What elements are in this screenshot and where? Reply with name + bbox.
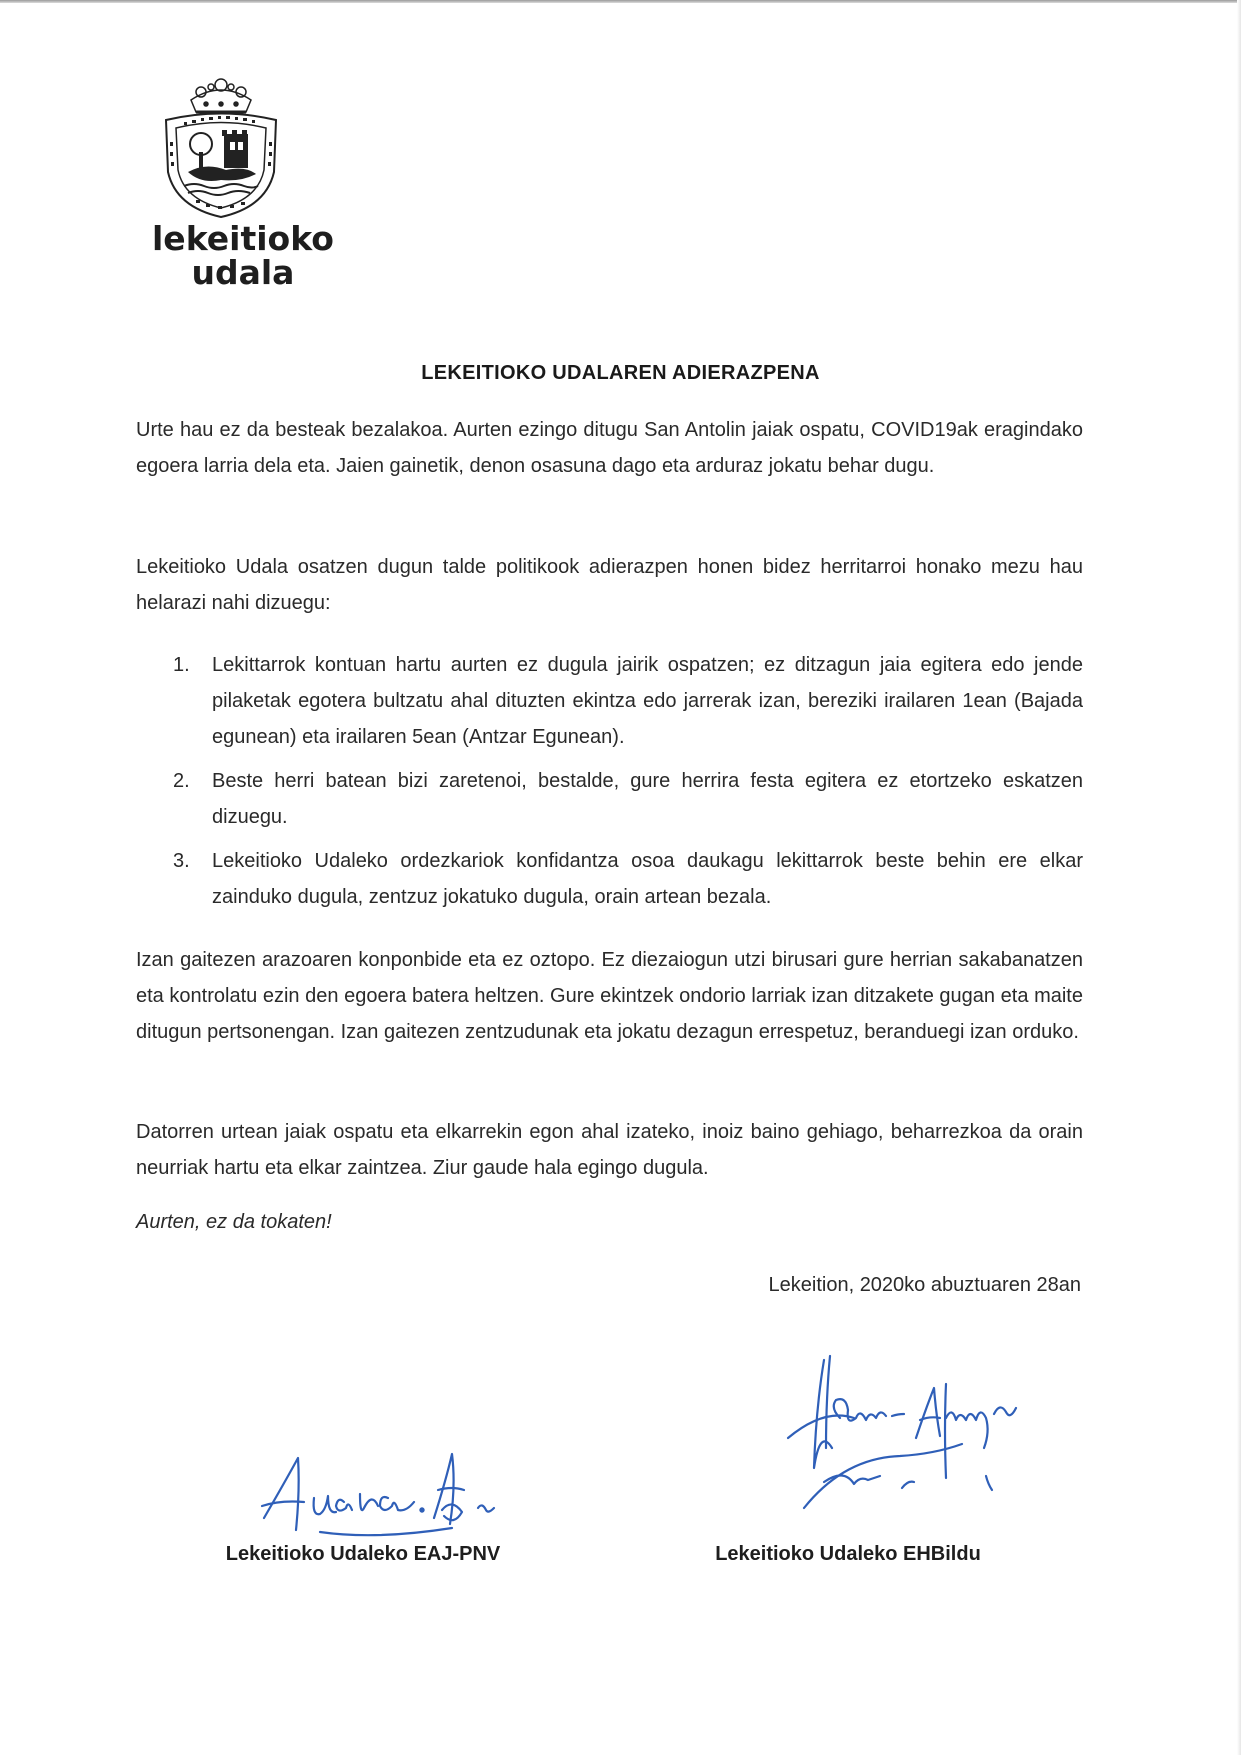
logo-line-1: lekeitioko [152, 219, 334, 258]
list-item [136, 843, 1083, 915]
list-item-number: 2. [173, 770, 190, 792]
paragraph-message: Lekeitioko Udala osatzen dugun talde politikook adierazpen honen bidez herritarroi honako mezu hau helarazi nahi dizuegu: [136, 556, 1083, 614]
logo-line-2: udala [191, 253, 295, 292]
paragraph-solution: Izan gaitezen arazoaren konponbide eta ez oztopo. Ez diezaiogun utzi birusari gure herrian sakabanatzen eta kontrolatu ezin den egoera batera heltzen. Gure ekintzek ondorio larriak izan ditzakete gugan eta maite ditugun pertsonengan. Izan gaitezen zentzudunak eta jokatu dezagun errespetuz, beranduegi izan orduko. [136, 949, 1083, 1043]
list-item-number: 1. [173, 654, 190, 676]
paragraph-next-year: Datorren urtean jaiak ospatu eta elkarrekin egon ahal izateko, inoiz baino gehiago, beharrezkoa da orain neurriak hartu eta elkar zaintzea. Ziur gaude hala egingo dugula. [136, 1121, 1083, 1179]
list-item-text: Lekeitioko Udaleko ordezkariok konfidantza osoa daukagu lekittarrok beste behin ere elkar zainduko dugula, zentzuz jokatuko dugula, orain artean bezala. [212, 850, 1083, 908]
request-list [136, 647, 1083, 923]
municipality-logo-text [152, 219, 334, 292]
list-item-number: 3. [173, 850, 190, 872]
closing-slogan: Aurten, ez da tokaten! [136, 1211, 332, 1233]
coat-of-arms-icon [146, 72, 296, 222]
signatory-ehbildu: Lekeitioko Udaleko EHBildu [715, 1543, 981, 1565]
list-item-text: Lekittarrok kontuan hartu aurten ez dugula jairik ospatzen; ez ditzagun jaia egitera edo jende pilaketak egotera bultzatu ahal dituzten ekintza edo jarrerak izan, bereziki irailaren 1ean (Bajada egunean) eta irailaren 5ean (Antzar Egunean). [212, 654, 1083, 748]
list-item [136, 647, 1083, 755]
scan-edge-top [0, 0, 1241, 3]
list-item [136, 763, 1083, 835]
scan-edge-right [1237, 0, 1241, 1755]
signature-eaj-pnv [256, 1440, 526, 1550]
signatory-eaj-pnv: Lekeitioko Udaleko EAJ-PNV [225, 1543, 501, 1565]
date-line: Lekeition, 2020ko abuztuaren 28an [768, 1274, 1081, 1296]
document-title: LEKEITIOKO UDALAREN ADIERAZPENA [421, 362, 820, 384]
list-item-text: Beste herri batean bizi zaretenoi, bestalde, gure herrira festa egitera ez etortzeko eskatzen dizuegu. [212, 770, 1083, 828]
signature-ehbildu [784, 1348, 1054, 1528]
paragraph-intro: Urte hau ez da besteak bezalakoa. Aurten ezingo ditugu San Antolin jaiak ospatu, COVID19ak eragindako egoera larria dela eta. Jaien gainetik, denon osasuna dago eta arduraz jokatu behar dugu. [136, 419, 1083, 477]
